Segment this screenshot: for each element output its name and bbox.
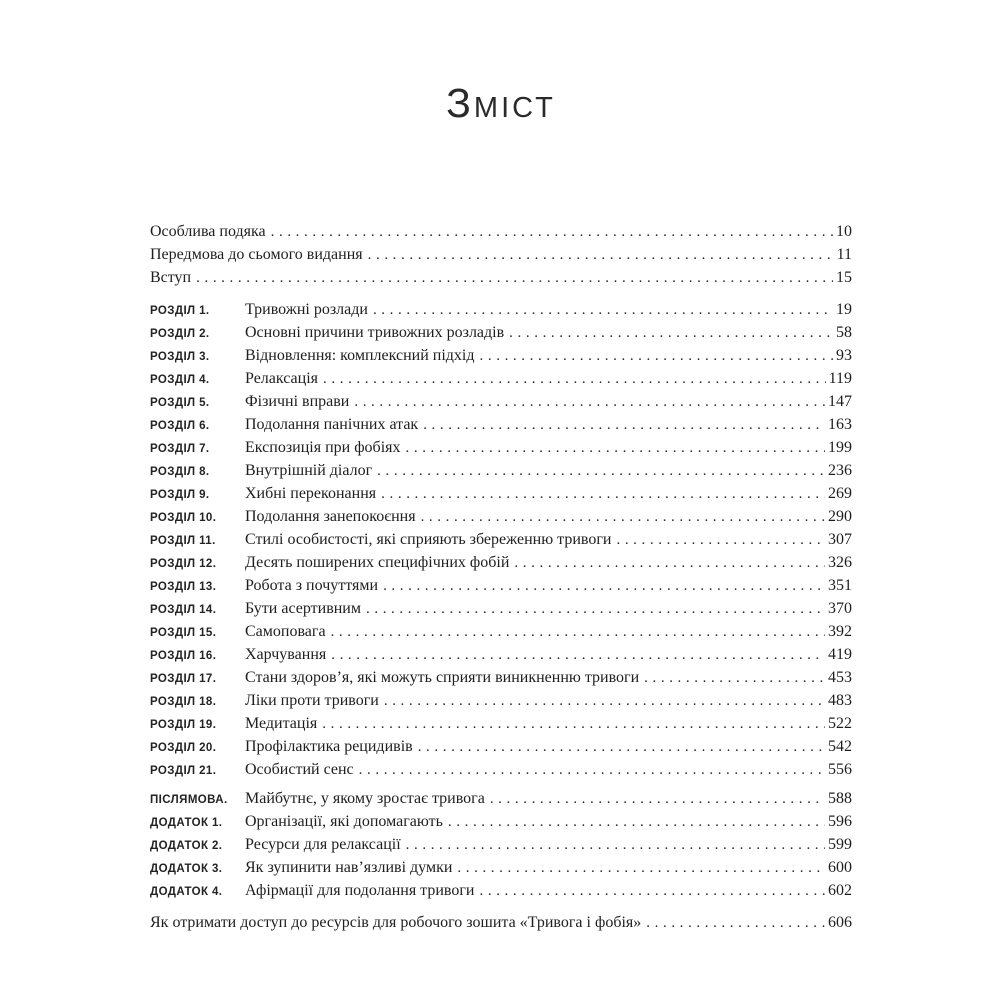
toc-row [150,813,852,836]
dot-leader [514,555,825,572]
dot-leader [331,647,825,664]
toc-row-page: 10 [836,223,852,240]
toc-row [150,439,852,462]
dot-leader [384,693,825,710]
toc-row [150,531,852,554]
toc-row-label: РОЗДІЛ 12. [150,558,217,570]
toc-row-page: 11 [836,246,852,263]
toc-row-page: 93 [836,347,852,364]
dot-leader [354,394,825,411]
toc-row-title: Бути асертивним [245,600,361,617]
toc-row-label: РОЗДІЛ 3. [150,351,210,363]
toc-row-title: Харчування [245,646,327,663]
toc-row-label: РОЗДІЛ 4. [150,374,210,386]
toc-row-label: РОЗДІЛ 8. [150,466,210,478]
toc-row-label: РОЗДІЛ 19. [150,719,217,731]
toc-row-label: ДОДАТОК 4. [150,886,223,898]
toc-row [150,301,852,324]
toc-row [150,623,852,646]
toc-row-label: РОЗДІЛ 11. [150,535,216,547]
toc-row-label: ДОДАТОК 1. [150,817,223,829]
toc-row-page: 596 [828,813,852,830]
dot-leader [323,371,826,388]
toc-row [150,600,852,623]
toc-row-label: РОЗДІЛ 6. [150,420,210,432]
toc-row-label: РОЗДІЛ 14. [150,604,217,616]
dot-leader [480,348,833,365]
toc-row-page: 163 [828,416,852,433]
toc-row-page: 392 [828,623,852,640]
toc-row-title: Медитація [245,715,318,732]
toc-row [150,715,852,738]
access-note-text: Як отримати доступ до ресурсів для робочого зошита «Тривога і фобія» [150,914,642,931]
toc-row [150,508,852,531]
toc-row [150,738,852,761]
dot-leader [196,270,833,287]
dot-leader [646,915,825,932]
toc-row-label: ПІСЛЯМОВА. [150,794,228,806]
toc-row-page: 307 [828,531,852,548]
toc-row-label: РОЗДІЛ 10. [150,512,217,524]
toc-row-label: РОЗДІЛ 15. [150,627,217,639]
toc-row-page: 522 [828,715,852,732]
dot-leader [457,860,825,877]
toc-row-title: Релаксація [245,370,319,387]
toc-row-title: Особистий сенс [245,761,354,778]
page-title: ЗМІСТ [446,80,556,126]
toc-row-page: 147 [828,393,852,410]
toc-row-title: Стани здоров’я, які можуть сприяти виникненню тривоги [245,669,640,686]
toc-row-page: 599 [828,836,852,853]
dot-leader [271,224,833,241]
toc-row-page: 600 [828,859,852,876]
toc-row-page: 19 [836,301,852,318]
toc-row [150,485,852,508]
toc-row-title: Організації, які допомагають [245,813,443,830]
dot-leader [490,791,825,808]
toc-row-label: РОЗДІЛ 13. [150,581,217,593]
toc-row [150,223,852,246]
toc-row-page: 453 [828,669,852,686]
toc-row [150,790,852,813]
toc-row-page: 15 [836,269,852,286]
dot-leader [381,486,825,503]
toc-row-page: 588 [828,790,852,807]
toc-row-page: 269 [828,485,852,502]
front-matter-list [150,223,852,292]
toc-row-page: 326 [828,554,852,571]
dot-leader [406,440,826,457]
toc-row [150,761,852,784]
toc-row-title: Основні причини тривожних розладів [245,324,505,341]
toc-row-title: Тривожні розлади [245,301,368,318]
toc-row-page: 370 [828,600,852,617]
toc-row-page: 290 [828,508,852,525]
toc-row-page: 602 [828,882,852,899]
toc-row [150,324,852,347]
toc-row-page: 351 [828,577,852,594]
toc-row-page: 199 [828,439,852,456]
toc-row-label: РОЗДІЛ 5. [150,397,210,409]
toc-row-title: Афірмації для подолання тривоги [245,882,475,899]
chapter-list [150,301,852,784]
toc-row [150,246,852,269]
access-note-page: 606 [828,914,852,931]
toc-row-page: 419 [828,646,852,663]
toc-row-page: 58 [836,324,852,341]
toc-row [150,836,852,859]
toc-row-label: РОЗДІЛ 2. [150,328,210,340]
toc-row-title: Хибні переконання [245,485,377,502]
toc-row-title: Особлива подяка [150,223,266,240]
dot-leader [448,814,825,831]
toc-row-label: РОЗДІЛ 16. [150,650,217,662]
dot-leader [418,739,825,756]
dot-leader [383,578,825,595]
toc-row [150,692,852,715]
dot-leader [331,624,825,641]
toc-row [150,462,852,485]
toc-row-label: РОЗДІЛ 20. [150,742,217,754]
toc-row-label: РОЗДІЛ 17. [150,673,217,685]
toc-row [150,370,852,393]
toc-row-title: Самоповага [245,623,326,640]
toc-row-label: РОЗДІЛ 9. [150,489,210,501]
footer-block [150,914,852,937]
toc-row [150,554,852,577]
toc-row-label: РОЗДІЛ 18. [150,696,217,708]
toc-row [150,577,852,600]
toc-row [150,882,852,905]
dot-leader [406,837,825,854]
dot-leader [322,716,825,733]
toc-row-title: Відновлення: комплексний підхід [245,347,475,364]
toc-row-title: Майбутнє, у якому зростає тривога [245,790,485,807]
dot-leader [423,417,825,434]
dot-leader [509,325,833,342]
toc-row [150,646,852,669]
toc-row-page: 236 [828,462,852,479]
toc-row-page: 542 [828,738,852,755]
dot-leader [421,509,825,526]
toc-row-title: Робота з почуттями [245,577,379,594]
toc-row-title: Подолання панічних атак [245,416,419,433]
toc-row [150,669,852,692]
toc-row [150,416,852,439]
dot-leader [644,670,825,687]
toc-row-title: Десять поширених специфічних фобій [245,554,510,571]
toc-row-title: Ліки проти тривоги [245,692,379,709]
toc-row [150,347,852,370]
dot-leader [616,532,825,549]
dot-leader [377,463,825,480]
toc-row-title: Передмова до сьомого видання [150,246,363,263]
back-matter-list [150,790,852,905]
toc-row-page: 483 [828,692,852,709]
dot-leader [368,247,834,264]
dot-leader [480,883,826,900]
toc-row-label: РОЗДІЛ 7. [150,443,210,455]
toc-row-title: Ресурси для релаксації [245,836,401,853]
dot-leader [373,302,833,319]
toc-row-title: Фізичні вправи [245,393,350,410]
toc-row-title: Внутрішній діалог [245,462,373,479]
toc-row-page: 119 [828,370,852,387]
dot-leader [366,601,825,618]
toc-row-label: ДОДАТОК 3. [150,863,223,875]
toc-row-title: Подолання занепокоєння [245,508,416,525]
access-note-row [150,914,852,937]
toc-row-title: Профілактика рецидивів [245,738,413,755]
toc-row-label: ДОДАТОК 2. [150,840,223,852]
toc-row [150,859,852,882]
toc-row-title: Як зупинити нав’язливі думки [245,859,453,876]
toc-row-page: 556 [828,761,852,778]
dot-leader [359,762,825,779]
toc-row [150,269,852,292]
toc-row-label: РОЗДІЛ 21. [150,765,217,777]
toc-row-title: Стилі особистості, які сприяють збереженню тривоги [245,531,612,548]
toc-row [150,393,852,416]
toc-row-title: Вступ [150,269,192,286]
toc-row-label: РОЗДІЛ 1. [150,305,210,317]
toc-row-title: Експозиція при фобіях [245,439,401,456]
